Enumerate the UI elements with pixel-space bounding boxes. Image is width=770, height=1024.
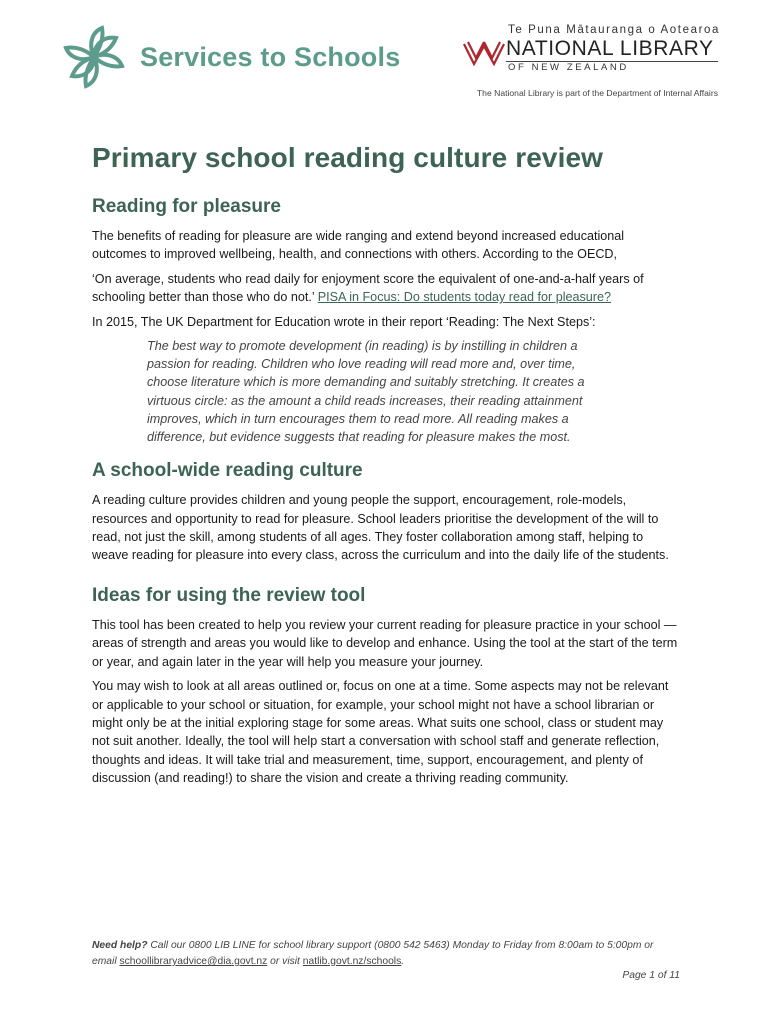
pisa-link[interactable]: PISA in Focus: Do students today read for pleasure?: [317, 290, 612, 305]
paragraph-oecd-quote: [92, 270, 680, 307]
library-name: NATIONAL LIBRARY: [506, 37, 714, 60]
paragraph: In 2015, The UK Department for Education wrote in their report ‘Reading: The Next Steps’:: [92, 314, 596, 329]
section-heading: A school-wide reading culture: [92, 460, 363, 482]
website-link[interactable]: natlib.govt.nz/schools: [302, 956, 402, 967]
section-ideas-review-tool: [92, 583, 680, 788]
block-quote: The best way to promote development (in reading) is by instilling in children a passion for reading. Children who love reading will read more and, over time, choose literature which is more demanding and suitably stretching. It creates a virtuous circle: as the amount a child reads increases, their reading attainment improves, which in turn encourages them to read more. All reading makes a difference, but evidence suggests that reading for pleasure makes the most.: [147, 339, 585, 445]
koru-flower-logo-icon: [58, 22, 130, 92]
national-library-mark-icon: [462, 38, 506, 70]
library-subtitle: OF NEW ZEALAND: [508, 62, 629, 73]
paragraph-text: ‘On average, students who read daily for enjoyment score the equivalent of one-and-a-half years of schooling better than those who do not.’: [92, 271, 644, 305]
footer-period: .: [401, 956, 405, 967]
or-visit-text: or visit: [267, 956, 303, 967]
library-maori-name: Te Puna Mātauranga o Aotearoa: [508, 24, 720, 36]
page-number: Page 1 of 11: [622, 970, 680, 981]
paragraph: The benefits of reading for pleasure are wide ranging and extend beyond increased educational outcomes to improved wellbeing, health, and connections with others. According to the OECD,: [92, 229, 625, 262]
help-text: Call our 0800 LIB LINE for school library support (0800 542 5463) Monday to Friday from 8:00am to 5:00pm or email: [92, 940, 654, 967]
department-note: The National Library is part of the Department of Internal Affairs: [476, 88, 718, 98]
section-heading: Ideas for using the review tool: [92, 584, 366, 606]
section-heading: Reading for pleasure: [92, 196, 281, 217]
email-link[interactable]: schoollibraryadvice@dia.govt.nz: [119, 956, 268, 967]
help-label: Need help?: [92, 940, 148, 951]
section-school-wide-reading-culture: [92, 458, 680, 565]
paragraph: A reading culture provides children and young people the support, encouragement, role-models, resources and opportunity to read for pleasure. School leaders prioritise the development of the will to read, not just the skill, among students of all ages. They foster collaboration among staff, helping to weave reading for pleasure into every class, across the curriculum and into the daily life of the students.: [92, 493, 669, 563]
page-title: Primary school reading culture review: [92, 142, 603, 173]
page-header: [0, 0, 770, 110]
paragraph: You may wish to look at all areas outlined or, focus on one at a time. Some aspects may not be relevant or applicable to your school or situation, for example, your school might not have a school librarian or might only be at the initial exploring stage for some areas. What suits one school, class or student may not suit another. Ideally, the tool will help start a conversation with school staff and generate reflection, thoughts and ideas. It will take trial and measurement, time, support, encouragement, and plenty of discussion (and reading!) to share the vision and create a thriving reading community.: [92, 679, 669, 786]
section-reading-for-pleasure: [92, 194, 680, 446]
paragraph: This tool has been created to help you review your current reading for pleasure practice in your school — areas of strength and areas you would like to develop and enhance. Using the tool at the start of the term or year, and again later in the year will help you measure your journey.: [92, 617, 678, 669]
document-body: [92, 140, 680, 794]
page-footer: [92, 938, 680, 970]
brand-title: Services to Schools: [140, 42, 401, 72]
